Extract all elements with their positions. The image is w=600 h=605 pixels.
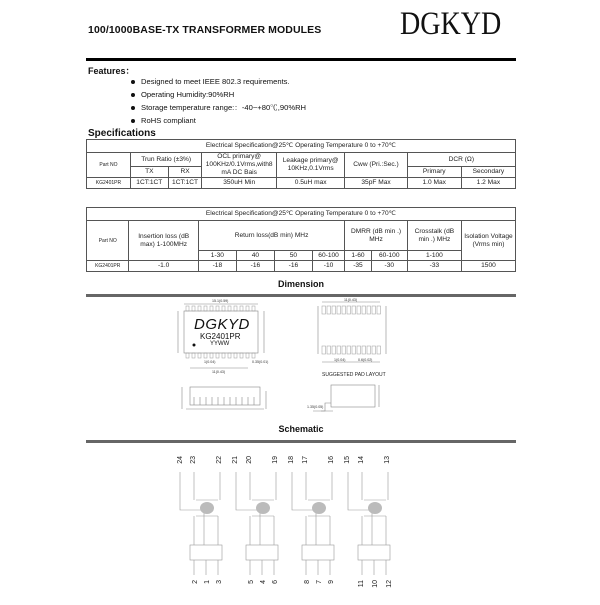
chip-end-view-icon bbox=[305, 383, 385, 415]
chip-part: KG2401PR bbox=[200, 332, 241, 341]
crosstalk-header: Crosstalk (dB min .) MHz bbox=[407, 221, 461, 251]
dim-span: 11(0.43) bbox=[212, 370, 226, 374]
dim-end-foot: 1.35(0.05) bbox=[307, 405, 324, 409]
table2-caption: Electrical Specification@25℃ Operating Temperature 0 to +70℃ bbox=[87, 208, 516, 221]
schematic-heading: Schematic bbox=[278, 424, 324, 434]
schematic-divider bbox=[86, 440, 516, 443]
dim-pad-width: 11(0.43) bbox=[344, 298, 358, 302]
pin-label: 5 bbox=[248, 580, 255, 584]
tx-cell: 1CT:1CT bbox=[130, 178, 168, 189]
pin-label: 1 bbox=[204, 580, 211, 584]
pin-label: 17 bbox=[302, 456, 309, 464]
part-no-header: Part NO bbox=[87, 153, 131, 178]
pin-label: 6 bbox=[272, 580, 279, 584]
end-view-drawing bbox=[305, 383, 385, 415]
dcr-primary-header: Primary bbox=[407, 167, 461, 178]
crosstalk-band: 1-100 bbox=[407, 251, 461, 261]
pad-layout-drawing bbox=[312, 298, 392, 370]
dcr-secondary-cell: 1.2 Max bbox=[461, 178, 515, 189]
dcr-header: DCR (Ω) bbox=[407, 153, 515, 167]
cww-header: Cww (Pri.:Sec.) bbox=[345, 153, 407, 178]
chip-side-view-icon bbox=[178, 383, 270, 413]
pin-label: 12 bbox=[386, 580, 393, 588]
return-band: 40 bbox=[236, 251, 274, 261]
return-cell: -16 bbox=[274, 261, 312, 272]
table-row bbox=[87, 178, 516, 189]
feature-item: Operating Humidity:90%RH bbox=[131, 88, 306, 101]
pin-label: 18 bbox=[288, 456, 295, 464]
document-title: 100/1000BASE-TX TRANSFORMER MODULES bbox=[88, 24, 322, 36]
pin-label: 15 bbox=[344, 456, 351, 464]
return-cell: -10 bbox=[312, 261, 344, 272]
feature-item: Storage temperature range:：-40~+80℃,90%RH bbox=[131, 101, 306, 114]
table-row bbox=[87, 261, 516, 272]
pin-label: 10 bbox=[372, 580, 379, 588]
dimension-divider bbox=[86, 294, 516, 297]
table1-caption: Electrical Specification@25℃ Operating Temperature 0 to +70℃ bbox=[87, 140, 516, 153]
insertion-loss-header: Insertion loss (dB max) 1-100MHz bbox=[129, 221, 198, 261]
rx-header: RX bbox=[168, 167, 202, 178]
return-band: 1-30 bbox=[198, 251, 236, 261]
feature-item: Designed to meet IEEE 802.3 requirements. bbox=[131, 75, 306, 88]
part-no-header: Part NO bbox=[87, 221, 129, 261]
dcr-primary-cell: 1.0 Max bbox=[407, 178, 461, 189]
dim-lead: 0.35(0.01) bbox=[252, 360, 269, 364]
tx-header: TX bbox=[130, 167, 168, 178]
pin-label: 4 bbox=[260, 580, 267, 584]
specifications-heading: Specifications bbox=[88, 128, 156, 139]
features-heading: Features： bbox=[88, 66, 135, 76]
pin-label: 22 bbox=[216, 456, 223, 464]
spec-table-2 bbox=[86, 207, 516, 272]
return-cell: -18 bbox=[198, 261, 236, 272]
header-divider bbox=[86, 58, 516, 61]
pin-label: 2 bbox=[192, 580, 199, 584]
insertion-cell: -1.0 bbox=[129, 261, 198, 272]
return-cell: -16 bbox=[236, 261, 274, 272]
dmrr-cell: -30 bbox=[371, 261, 407, 272]
pin-label: 13 bbox=[384, 456, 391, 464]
dmrr-band: 1-60 bbox=[345, 251, 371, 261]
dim-pad-pitch: 1(0.04) bbox=[334, 358, 346, 362]
ocl-cell: 350uH Min bbox=[202, 178, 277, 189]
isolation-header: Isolation Voltage (Vrms min) bbox=[461, 221, 515, 261]
top-view-drawing bbox=[170, 298, 280, 378]
pin-label: 21 bbox=[232, 456, 239, 464]
spec-table-1 bbox=[86, 139, 516, 189]
features-list bbox=[131, 75, 306, 127]
pad-layout-icon bbox=[312, 298, 392, 370]
dmrr-band: 60-100 bbox=[371, 251, 407, 261]
feature-item: RoHS compliant bbox=[131, 114, 306, 127]
dim-pitch: 1(0.04) bbox=[204, 360, 216, 364]
leakage-header: Leakage primary@ 10KHz,0.1Vrms bbox=[276, 153, 344, 178]
return-band: 50 bbox=[274, 251, 312, 261]
chip-brand: DGKYD bbox=[194, 316, 250, 333]
pin-label: 11 bbox=[358, 580, 365, 588]
pin-label: 19 bbox=[272, 456, 279, 464]
pin-label: 16 bbox=[328, 456, 335, 464]
brand-logo: DGKYD bbox=[400, 6, 502, 42]
return-loss-header: Return loss(dB min) MHz bbox=[198, 221, 344, 251]
pin-label: 20 bbox=[246, 456, 253, 464]
return-band: 60-100 bbox=[312, 251, 344, 261]
pin-label: 9 bbox=[328, 580, 335, 584]
ocl-header: OCL primary@ 100KHz/0.1Vrms,with8 mA DC Bais bbox=[202, 153, 277, 178]
pin-label: 24 bbox=[177, 456, 184, 464]
leakage-cell: 0.5uH max bbox=[276, 178, 344, 189]
dcr-secondary-header: Secondary bbox=[461, 167, 515, 178]
transformer-schematic-icon bbox=[160, 450, 420, 600]
pin-label: 14 bbox=[358, 456, 365, 464]
crosstalk-cell: -33 bbox=[407, 261, 461, 272]
dim-top-width: 15.1(0.59) bbox=[212, 299, 229, 303]
turn-ratio-header: Trun Ratio (±3%) bbox=[130, 153, 201, 167]
chip-date-code: YYWW bbox=[210, 341, 230, 347]
dmrr-header: DMRR (dB min .) MHz bbox=[345, 221, 408, 251]
isolation-cell: 1500 bbox=[461, 261, 515, 272]
cww-cell: 35pF Max bbox=[345, 178, 407, 189]
schematic-drawing bbox=[160, 450, 420, 600]
part-no-cell: KG2401PR bbox=[87, 178, 131, 189]
pin-label: 3 bbox=[216, 580, 223, 584]
rx-cell: 1CT:1CT bbox=[168, 178, 202, 189]
dim-pad-size: 0.6(0.02) bbox=[358, 358, 373, 362]
pad-layout-caption: SUGGESTED PAD LAYOUT bbox=[322, 372, 386, 378]
dmrr-cell: -35 bbox=[345, 261, 371, 272]
pin-label: 7 bbox=[316, 580, 323, 584]
side-view-drawing bbox=[178, 383, 270, 413]
pin-label: 8 bbox=[304, 580, 311, 584]
pin-label: 23 bbox=[190, 456, 197, 464]
dimension-heading: Dimension bbox=[277, 279, 324, 289]
part-no-cell: KG2401PR bbox=[87, 261, 129, 272]
